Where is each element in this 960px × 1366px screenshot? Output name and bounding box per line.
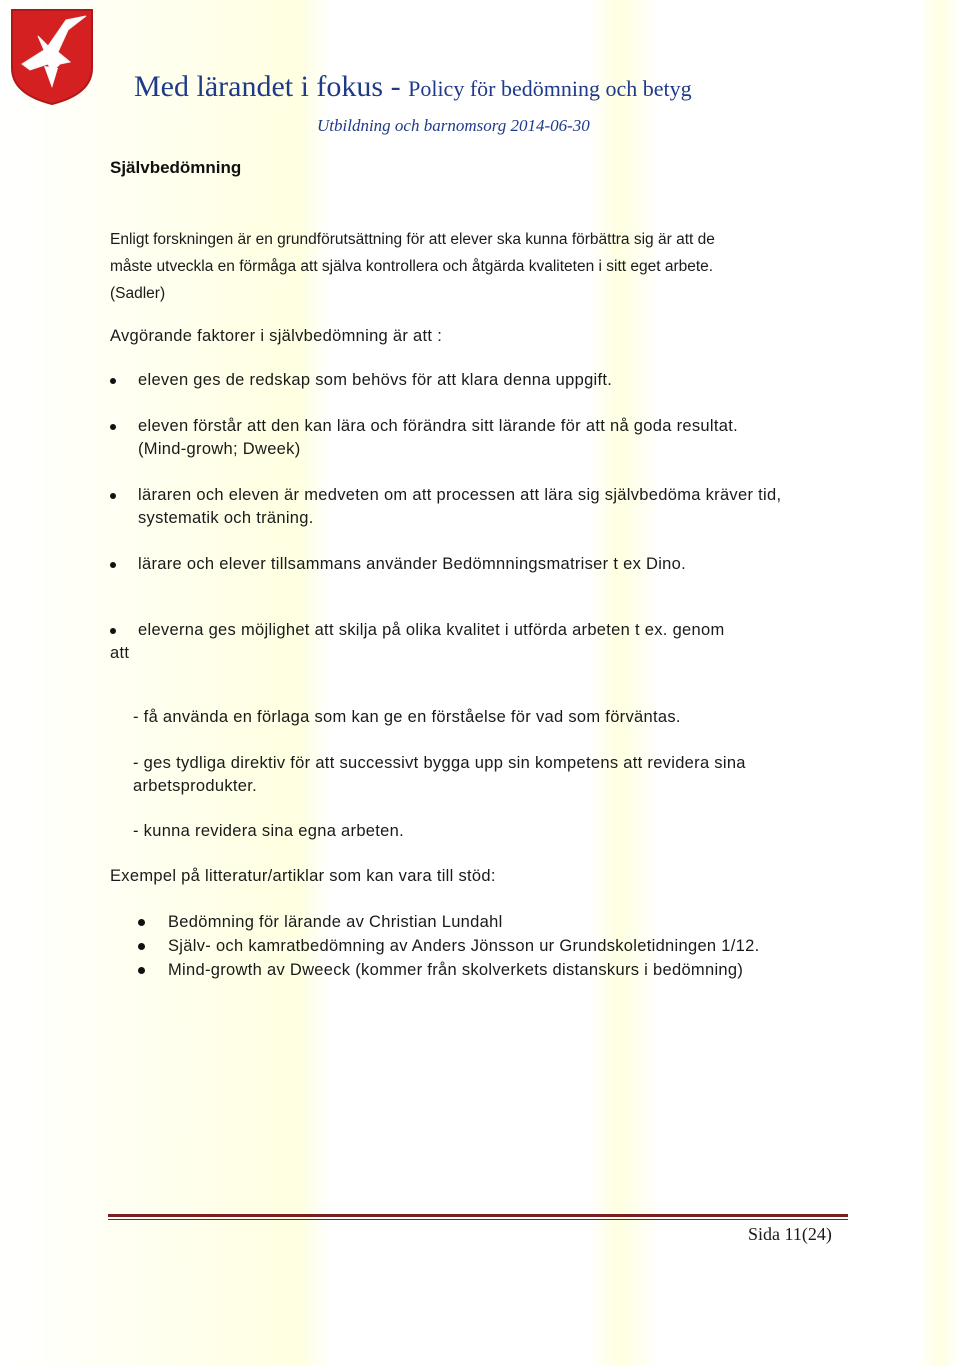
bullet-icon (138, 967, 145, 974)
dash-item: - få använda en förlaga som kan ge en förståelse för vad som förväntas. (133, 708, 681, 726)
bullet-icon (138, 943, 145, 950)
list-item-text: lärare och elever tillsammans använder Bedömnningsmatriser t ex Dino. (138, 555, 687, 573)
title-main: Med lärandet i fokus - (134, 70, 409, 103)
literature-item-text: Mind-growth av Dweeck (kommer från skolverkets distanskurs i bedömning) (168, 961, 744, 979)
footer-rule (108, 1214, 848, 1221)
bullet-icon (110, 493, 116, 499)
list-item-text: läraren och eleven är medveten om att processen att lära sig självbedöma kräver tid, systematik och träning. (138, 486, 782, 527)
list-item-text: eleven ges de redskap som behövs för att klara denna uppgift. (138, 371, 613, 389)
document-title (134, 70, 692, 104)
factors-lead: Avgörande faktorer i självbedömning är att : (110, 327, 443, 345)
municipal-shield-bird-icon (8, 6, 96, 106)
dash-item: - ges tydliga direktiv för att successivt bygga upp sin kompetens att revidera sina arbetsprodukter. (133, 754, 746, 795)
literature-item-text: Bedömning för lärande av Christian Lundahl (168, 913, 503, 931)
intro-line-3: (Sadler) (110, 285, 166, 302)
literature-item-text: Själv- och kamratbedömning av Anders Jönsson ur Grundskoletidningen 1/12. (168, 937, 760, 955)
intro-line-2: måste utveckla en förmåga att själva kontrollera och åtgärda kvaliteten i sitt eget arbete. (110, 258, 714, 275)
intro-line-1: Enligt forskningen är en grundförutsättning för att elever ska kunna förbättra sig är att de (110, 231, 715, 248)
literature-lead: Exempel på litteratur/artiklar som kan vara till stöd: (110, 867, 496, 885)
list-item-continuation: att (110, 644, 130, 662)
header-date-line: Utbildning och barnomsorg 2014-06-30 (317, 116, 590, 135)
title-subtitle: Policy för bedömning och betyg (408, 76, 692, 101)
page-number: Sida 11(24) (748, 1224, 832, 1244)
dash-item: - kunna revidera sina egna arbeten. (133, 822, 405, 840)
bullet-icon (138, 919, 145, 926)
section-heading: Självbedömning (110, 158, 242, 177)
bullet-icon (110, 424, 116, 430)
bullet-icon (110, 378, 116, 384)
list-item-text: eleven förstår att den kan lära och förändra sitt lärande för att nå goda resultat. (Mind-growh; Dweek) (138, 417, 738, 458)
bullet-icon (110, 562, 116, 568)
bullet-icon (110, 628, 116, 634)
list-item-text: eleverna ges möjlighet att skilja på olika kvalitet i utförda arbeten t ex. genom (138, 621, 725, 639)
